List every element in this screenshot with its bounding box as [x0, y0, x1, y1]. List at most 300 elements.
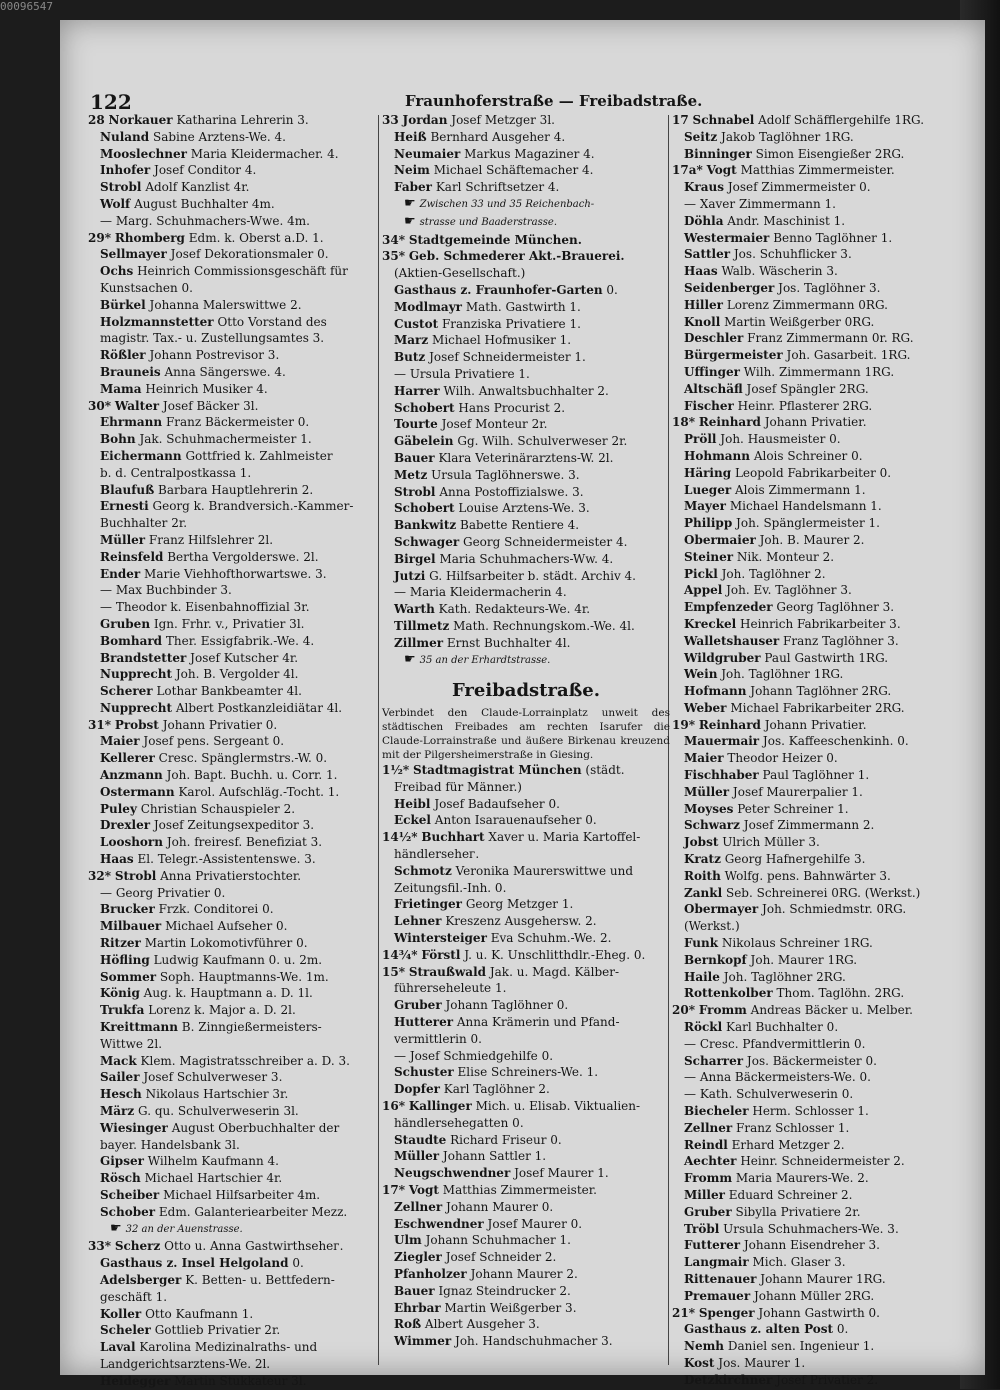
resident-surname: Warth — [394, 602, 435, 617]
resident-details: Josef Bäcker 3l. — [162, 398, 259, 413]
entry-continuation: (Aktien-Gesellschaft.) — [394, 266, 526, 281]
directory-entry — [88, 246, 378, 263]
resident-details: Josef Zeitungsexpeditor 3. — [153, 818, 315, 833]
street-note: ☛ Zwischen 33 und 35 Reichenbach- — [404, 195, 595, 211]
resident-details: Benno Taglöhner 1. — [773, 230, 893, 245]
directory-entry — [672, 650, 964, 667]
resident-details: Josef Zimmermeister 0. — [727, 180, 871, 195]
resident-surname: Funk — [684, 936, 719, 951]
directory-entry — [88, 1204, 378, 1221]
resident-surname: Walletshauser — [684, 633, 780, 648]
directory-entry — [382, 416, 670, 433]
resident-surname: Bohn — [100, 432, 136, 447]
resident-surname: Kallinger — [408, 1099, 472, 1114]
resident-surname: Pickl — [684, 566, 718, 581]
pointing-hand-icon: ☛ — [404, 651, 416, 667]
resident-surname: Vogt — [408, 1183, 439, 1198]
resident-details: Adolf Schäfflergehilfe 1RG. — [758, 113, 925, 127]
resident-surname: Roith — [684, 868, 721, 883]
resident-surname: Puley — [100, 801, 137, 816]
directory-entry — [672, 498, 964, 515]
resident-details: Edm. k. Oberst a.D. 1. — [188, 230, 324, 245]
directory-entry — [672, 1137, 964, 1154]
resident-details: Karl Schriftsetzer 4. — [435, 180, 560, 195]
resident-surname: Gruber — [684, 1204, 732, 1219]
resident-surname: Bomhard — [100, 633, 163, 648]
resident-surname: Norkauer — [108, 113, 173, 127]
house-number: 29* — [88, 230, 111, 245]
resident-details: Georg k. Brandversich.-Kammer- — [152, 499, 354, 514]
running-header: Fraunhoferstraße — Freibadstraße. — [405, 92, 703, 110]
resident-surname: Kost — [684, 1355, 715, 1370]
resident-details: 0. — [836, 1322, 849, 1337]
directory-page — [60, 20, 985, 1388]
directory-entry — [672, 112, 964, 129]
resident-surname: Altschäfl — [684, 381, 743, 396]
resident-surname: Custot — [394, 316, 439, 331]
pointing-hand-icon: ☛ — [404, 213, 416, 229]
resident-details: Richard Friseur 0. — [450, 1132, 562, 1147]
resident-details: Math. Rechnungskom.-We. 4l. — [453, 618, 635, 633]
resident-details: 0. — [606, 282, 618, 297]
resident-details: Johann Taglöhner 2RG. — [750, 684, 892, 699]
resident-surname: Mama — [100, 381, 142, 396]
resident-surname: Nemh — [684, 1339, 725, 1354]
entry-continuation: geschäft 1. — [100, 1289, 168, 1304]
resident-surname: Uffinger — [684, 364, 740, 379]
resident-surname: Wimmer — [394, 1334, 452, 1349]
resident-details: Johann Taglöhner 0. — [445, 998, 569, 1013]
directory-entry — [88, 1322, 378, 1339]
resident-surname: Nupprecht — [100, 700, 173, 715]
directory-entry — [672, 700, 964, 717]
resident-details: Babette Rentiere 4. — [460, 518, 580, 533]
entry-continuation: händlersehegatten 0. — [394, 1115, 524, 1130]
directory-entry — [382, 517, 670, 534]
directory-entry — [672, 1305, 964, 1322]
directory-entry — [672, 868, 964, 885]
directory-entry — [88, 532, 378, 549]
directory-entry — [672, 1237, 964, 1254]
resident-surname: Fromm — [698, 1003, 747, 1018]
directory-entry — [672, 230, 964, 247]
resident-details: Soph. Hauptmanns-We. 1m. — [159, 969, 329, 984]
resident-surname: Spenger — [698, 1305, 755, 1320]
directory-entry — [382, 584, 670, 601]
resident-surname: Buchhart — [421, 830, 485, 845]
resident-details: Heinr. Schneidermeister 2. — [740, 1154, 905, 1169]
resident-surname: Mauermair — [684, 734, 760, 749]
resident-surname: Schwager — [394, 534, 460, 549]
directory-entry — [382, 1098, 670, 1115]
directory-entry — [672, 1221, 964, 1238]
directory-entry — [382, 1064, 670, 1081]
resident-details: Peter Schreiner 1. — [737, 801, 849, 816]
resident-surname: Trukfa — [100, 1003, 145, 1018]
resident-details: Simon Eisengießer 2RG. — [755, 146, 905, 161]
resident-details: Lothar Bankbeamter 4l. — [156, 684, 302, 699]
directory-entry — [382, 1216, 670, 1233]
resident-details: Heinrich Commissionsgeschäft für — [137, 264, 348, 279]
resident-details: Joh. Bapt. Buchh. u. Corr. 1. — [166, 768, 338, 783]
directory-entry — [88, 263, 378, 280]
directory-entry — [382, 129, 670, 146]
directory-entry — [672, 1002, 964, 1019]
resident-details: Johann Privatier. — [764, 717, 867, 732]
house-number: 31* — [88, 717, 111, 732]
resident-details: Anna Privatierstochter. — [160, 868, 302, 883]
directory-entry — [672, 129, 964, 146]
section-heading: Freibadstraße. — [451, 680, 601, 702]
directory-entry — [88, 817, 378, 834]
entry-continuation: b. d. Centralpostkassa 1. — [100, 465, 252, 480]
directory-entry — [672, 901, 964, 918]
directory-entry — [382, 1165, 670, 1182]
resident-details: Andr. Maschinist 1. — [727, 213, 846, 228]
directory-entry — [382, 500, 670, 517]
column-1 — [88, 112, 378, 1390]
directory-entry — [672, 1288, 964, 1305]
resident-surname: Eichermann — [100, 448, 182, 463]
directory-entry — [672, 1103, 964, 1120]
resident-details: Michael Aufseher 0. — [165, 919, 288, 934]
resident-details: Bernhard Ausgeher 4. — [430, 129, 566, 144]
resident-details: Josef Maurer 1. — [514, 1166, 609, 1181]
directory-entry — [672, 246, 964, 263]
resident-surname: Langmair — [684, 1255, 749, 1270]
resident-surname: Rösch — [100, 1171, 141, 1186]
directory-entry — [382, 450, 670, 467]
resident-surname: Brucker — [100, 902, 155, 917]
resident-surname: Fischer — [684, 398, 734, 413]
directory-entry — [672, 885, 964, 902]
directory-entry — [672, 1204, 964, 1221]
directory-entry — [672, 381, 964, 398]
directory-entry — [382, 1048, 670, 1065]
resident-details: Albert Ausgeher 3. — [424, 1317, 540, 1332]
directory-entry — [672, 935, 964, 952]
column-2 — [382, 112, 670, 1350]
directory-entry — [382, 316, 670, 333]
resident-surname: Scharrer — [684, 1053, 744, 1068]
resident-details: Maria Maurers-We. 2. — [735, 1171, 869, 1186]
resident-surname: Hofmann — [684, 684, 747, 699]
resident-surname: Tillmetz — [394, 618, 450, 633]
resident-surname: Westermaier — [684, 230, 770, 245]
resident-details: G. Hilfsarbeiter b. städt. Archiv 4. — [429, 568, 636, 583]
directory-entry — [88, 1069, 378, 1086]
directory-entry — [672, 733, 964, 750]
directory-entry — [88, 717, 378, 734]
house-number: 20* — [672, 1003, 695, 1018]
directory-entry — [382, 282, 670, 299]
resident-surname: Metz — [394, 467, 428, 482]
directory-entry — [88, 750, 378, 767]
resident-details: Martin Lokomotivführer 0. — [144, 936, 308, 951]
resident-details: — Theodor k. Eisenbahnoffizial 3r. — [100, 600, 310, 615]
resident-surname: Reindl — [684, 1137, 728, 1152]
resident-surname: Jutzi — [394, 568, 426, 583]
directory-entry — [672, 717, 964, 734]
resident-details: Klem. Magistratsschreiber a. D. 3. — [140, 1053, 350, 1068]
resident-surname: Moyses — [684, 801, 734, 816]
resident-surname: Philipp — [684, 516, 733, 531]
resident-details: Sabine Arztens-We. 4. — [152, 129, 286, 144]
resident-details: Alois Schreiner 0. — [753, 448, 863, 463]
resident-details: Josef Schneidermeister 1. — [429, 350, 586, 365]
resident-surname: Ostermann — [100, 784, 175, 799]
resident-surname: Laval — [100, 1340, 136, 1355]
directory-entry — [88, 179, 378, 196]
scan-id-label: 00096547 — [0, 0, 53, 13]
resident-details: Maria Schuhmachers-Ww. 4. — [439, 551, 614, 566]
directory-entry — [382, 484, 670, 501]
directory-entry — [672, 750, 964, 767]
directory-entry — [672, 1120, 964, 1137]
resident-details: — Anna Bäckermeisters-We. 0. — [684, 1070, 871, 1085]
resident-surname: Modlmayr — [394, 299, 463, 314]
resident-details: Lorenz Zimmermann 0RG. — [726, 297, 888, 312]
resident-details: Matthias Zimmermeister. — [442, 1183, 597, 1198]
resident-details: Franz Taglöhner 3. — [783, 633, 899, 648]
resident-details: Ursula Schuhmachers-We. 3. — [723, 1221, 899, 1236]
entry-continuation: (Werkst.) — [684, 919, 740, 934]
resident-details: Martin Weißgerber 3. — [444, 1300, 577, 1315]
resident-surname: Zankl — [684, 885, 723, 900]
directory-entry — [672, 1170, 964, 1187]
directory-entry — [672, 834, 964, 851]
house-number: 33* — [88, 1239, 111, 1254]
directory-entry — [382, 1199, 670, 1216]
directory-entry — [382, 112, 670, 129]
resident-details: Aug. k. Hauptmann a. D. 1l. — [143, 986, 313, 1001]
resident-surname: Holzmannstetter — [100, 314, 214, 329]
directory-entry — [672, 364, 964, 381]
resident-surname: Tourte — [394, 417, 438, 432]
entry-continuation: bayer. Handelsbank 3l. — [100, 1137, 240, 1152]
resident-surname: Gasthaus z. Fraunhofer-Garten — [394, 282, 603, 297]
resident-surname: Rottenkolber — [684, 986, 773, 1001]
directory-entry — [382, 601, 670, 618]
resident-details: Paul Taglöhner 1. — [762, 768, 870, 783]
resident-surname: Drexler — [100, 818, 151, 833]
directory-entry — [382, 1300, 670, 1317]
resident-surname: Hiller — [684, 297, 723, 312]
resident-surname: Binninger — [684, 146, 752, 161]
resident-surname: Faber — [394, 180, 432, 195]
resident-details: Theodor Heizer 0. — [727, 751, 838, 766]
resident-surname: Roß — [394, 1317, 422, 1332]
house-number: 34* — [382, 232, 405, 247]
directory-entry — [88, 733, 378, 750]
street-note: ☛ 35 an der Erhardtstrasse. — [404, 651, 551, 667]
resident-surname: Inhofer — [100, 163, 151, 178]
directory-entry — [672, 532, 964, 549]
resident-surname: Schnabel — [692, 113, 755, 127]
directory-entry — [382, 1182, 670, 1199]
resident-details: Seb. Schreinerei 0RG. (Werkst.) — [725, 885, 921, 900]
resident-surname: Jordan — [402, 113, 448, 127]
resident-details: Josef Spängler 2RG. — [746, 381, 869, 396]
resident-details: Joh. B. Vergolder 4l. — [175, 667, 299, 682]
resident-surname: Strobl — [394, 484, 436, 499]
resident-details: — Ursula Privatiere 1. — [394, 366, 530, 381]
resident-details: Gottlieb Privatier 2r. — [154, 1323, 281, 1338]
directory-entry — [88, 549, 378, 566]
directory-entry — [382, 299, 670, 316]
resident-surname: Schmotz — [394, 863, 452, 878]
directory-entry — [382, 332, 670, 349]
directory-entry — [88, 582, 378, 599]
directory-entry — [672, 969, 964, 986]
resident-surname: Bürgermeister — [684, 348, 783, 363]
directory-entry — [382, 1249, 670, 1266]
directory-entry — [672, 330, 964, 347]
directory-entry — [672, 1254, 964, 1271]
resident-surname: Ernesti — [100, 499, 149, 514]
directory-entry — [88, 1120, 378, 1137]
directory-entry — [88, 767, 378, 784]
entry-continuation: vermittlerin 0. — [394, 1031, 482, 1046]
directory-entry — [88, 952, 378, 969]
resident-details: Bertha Vergolderswe. 2l. — [167, 549, 319, 564]
directory-entry — [382, 1333, 670, 1350]
directory-entry — [672, 162, 964, 179]
resident-details: El. Telegr.-Assistentenswe. 3. — [137, 852, 316, 867]
directory-entry — [88, 146, 378, 163]
house-number: 16* — [382, 1099, 405, 1114]
directory-entry — [88, 599, 378, 616]
resident-surname: Wein — [684, 667, 718, 682]
resident-surname: Obermaier — [684, 532, 756, 547]
directory-entry — [88, 347, 378, 364]
directory-entry — [88, 398, 378, 415]
resident-details: Johann Maurer 2. — [470, 1267, 578, 1281]
resident-surname: Detzkirchner — [684, 1372, 773, 1387]
resident-details: Johann Schuhmacher 1. — [425, 1233, 571, 1248]
resident-details: Eva Schuhm.-We. 2. — [490, 931, 612, 946]
resident-surname: Adelsberger — [100, 1272, 182, 1287]
resident-surname: Rhomberg — [114, 230, 185, 245]
resident-details: Franz Schlosser 1. — [736, 1120, 850, 1135]
house-number: 1½* — [382, 763, 410, 778]
resident-details: Franz Zimmermann 0r. RG. — [747, 331, 914, 346]
resident-surname: Wintersteiger — [394, 931, 487, 946]
resident-details: Ignaz Steindrucker 2. — [438, 1283, 571, 1298]
resident-surname: Kratz — [684, 852, 721, 867]
resident-details: Lorenz k. Major a. D. 2l. — [148, 1003, 296, 1018]
resident-details: Alois Zimmermann 1. — [734, 482, 866, 497]
directory-entry — [88, 1306, 378, 1323]
resident-surname: Wolf — [100, 196, 131, 211]
street-note: ☛ strasse und Baaderstrasse. — [404, 213, 557, 229]
entry-continuation: Landgerichtsarztens-We. 2l. — [100, 1356, 271, 1371]
directory-entry — [382, 829, 670, 846]
resident-surname: Schwarz — [684, 818, 740, 833]
resident-details: Jak. u. Magd. Kälber- — [489, 964, 620, 979]
directory-entry — [88, 566, 378, 583]
resident-details: Joh. Ev. Taglöhner 3. — [726, 583, 852, 598]
directory-entry — [88, 1086, 378, 1103]
resident-surname: Futterer — [684, 1238, 741, 1253]
resident-details: — Josef Schmiedgehilfe 0. — [394, 1048, 554, 1063]
resident-surname: Müller — [684, 784, 730, 799]
resident-surname: Miller — [684, 1188, 725, 1202]
resident-surname: Fischhaber — [684, 768, 759, 783]
resident-surname: Neim — [394, 163, 430, 178]
resident-surname: Gasthaus z. Insel Helgoland — [100, 1256, 289, 1271]
directory-entry — [88, 650, 378, 667]
resident-surname: Gäbelein — [394, 434, 454, 449]
resident-details: Josef Privatier 2. — [776, 1372, 879, 1387]
resident-surname: Aechter — [684, 1154, 737, 1169]
resident-surname: Kraus — [684, 180, 725, 195]
resident-surname: Stadtgemeinde München. — [408, 232, 582, 247]
resident-details: Adolf Kanzlist 4r. — [145, 180, 250, 195]
resident-surname: Schobert — [394, 400, 455, 415]
resident-details: Markus Magaziner 4. — [464, 146, 595, 161]
resident-surname: Haile — [684, 969, 720, 984]
directory-entry — [382, 997, 670, 1014]
directory-entry — [382, 1014, 670, 1031]
directory-entry — [88, 1238, 378, 1255]
resident-details: Johann Privatier 0. — [162, 717, 278, 732]
directory-entry — [672, 801, 964, 818]
resident-surname: Sailer — [100, 1070, 140, 1085]
house-number: 32* — [88, 868, 111, 883]
resident-surname: Sattler — [684, 247, 731, 262]
directory-entry — [672, 1053, 964, 1070]
directory-entry — [382, 863, 670, 880]
resident-details: Hans Procurist 2. — [458, 400, 566, 415]
directory-entry — [88, 1103, 378, 1120]
resident-details: Georg Schneidermeister 4. — [462, 534, 628, 549]
directory-entry — [88, 1373, 378, 1390]
resident-details: — Cresc. Pfandvermittlerin 0. — [684, 1036, 866, 1051]
resident-details: Wilhelm Kaufmann 4. — [147, 1154, 279, 1169]
directory-entry — [88, 162, 378, 179]
resident-surname: Ziegler — [394, 1250, 442, 1265]
resident-surname: Biecheler — [684, 1104, 749, 1119]
resident-surname: Höfling — [100, 952, 150, 967]
resident-details: Gg. Wilh. Schulverweser 2r. — [457, 434, 628, 449]
resident-details: Johann Sattler 1. — [442, 1149, 547, 1164]
resident-details: Barbara Hauptlehrerin 2. — [158, 482, 314, 497]
resident-details: Edm. Galanteriearbeiter Mezz. — [158, 1204, 348, 1219]
resident-details: Ursula Taglöhnerswe. 3. — [431, 467, 580, 482]
directory-entry — [88, 314, 378, 331]
resident-surname: Milbauer — [100, 919, 162, 934]
directory-entry — [382, 248, 670, 265]
directory-entry — [382, 812, 670, 829]
resident-surname: Mooslechner — [100, 146, 187, 161]
resident-details: Jos. Kaffeeschenkinh. 0. — [762, 734, 909, 749]
resident-surname: Heibl — [394, 796, 431, 811]
resident-surname: Staudte — [394, 1132, 447, 1147]
resident-details: Herm. Schlosser 1. — [752, 1104, 869, 1119]
resident-surname: Kreckel — [684, 616, 737, 631]
directory-entry — [88, 616, 378, 633]
resident-details: Jos. Taglöhner 3. — [778, 280, 881, 295]
directory-entry — [672, 1036, 964, 1053]
resident-details: Johann Privatier. — [764, 415, 867, 430]
entry-continuation: Kunstsachen 0. — [100, 280, 193, 295]
resident-details: Wilh. Zimmermann 1RG. — [743, 364, 895, 379]
resident-details: Jakob Taglöhner 1RG. — [721, 129, 854, 144]
directory-entry — [382, 349, 670, 366]
resident-details: Michael Handelsmann 1. — [729, 499, 882, 514]
house-number: 21* — [672, 1305, 695, 1320]
